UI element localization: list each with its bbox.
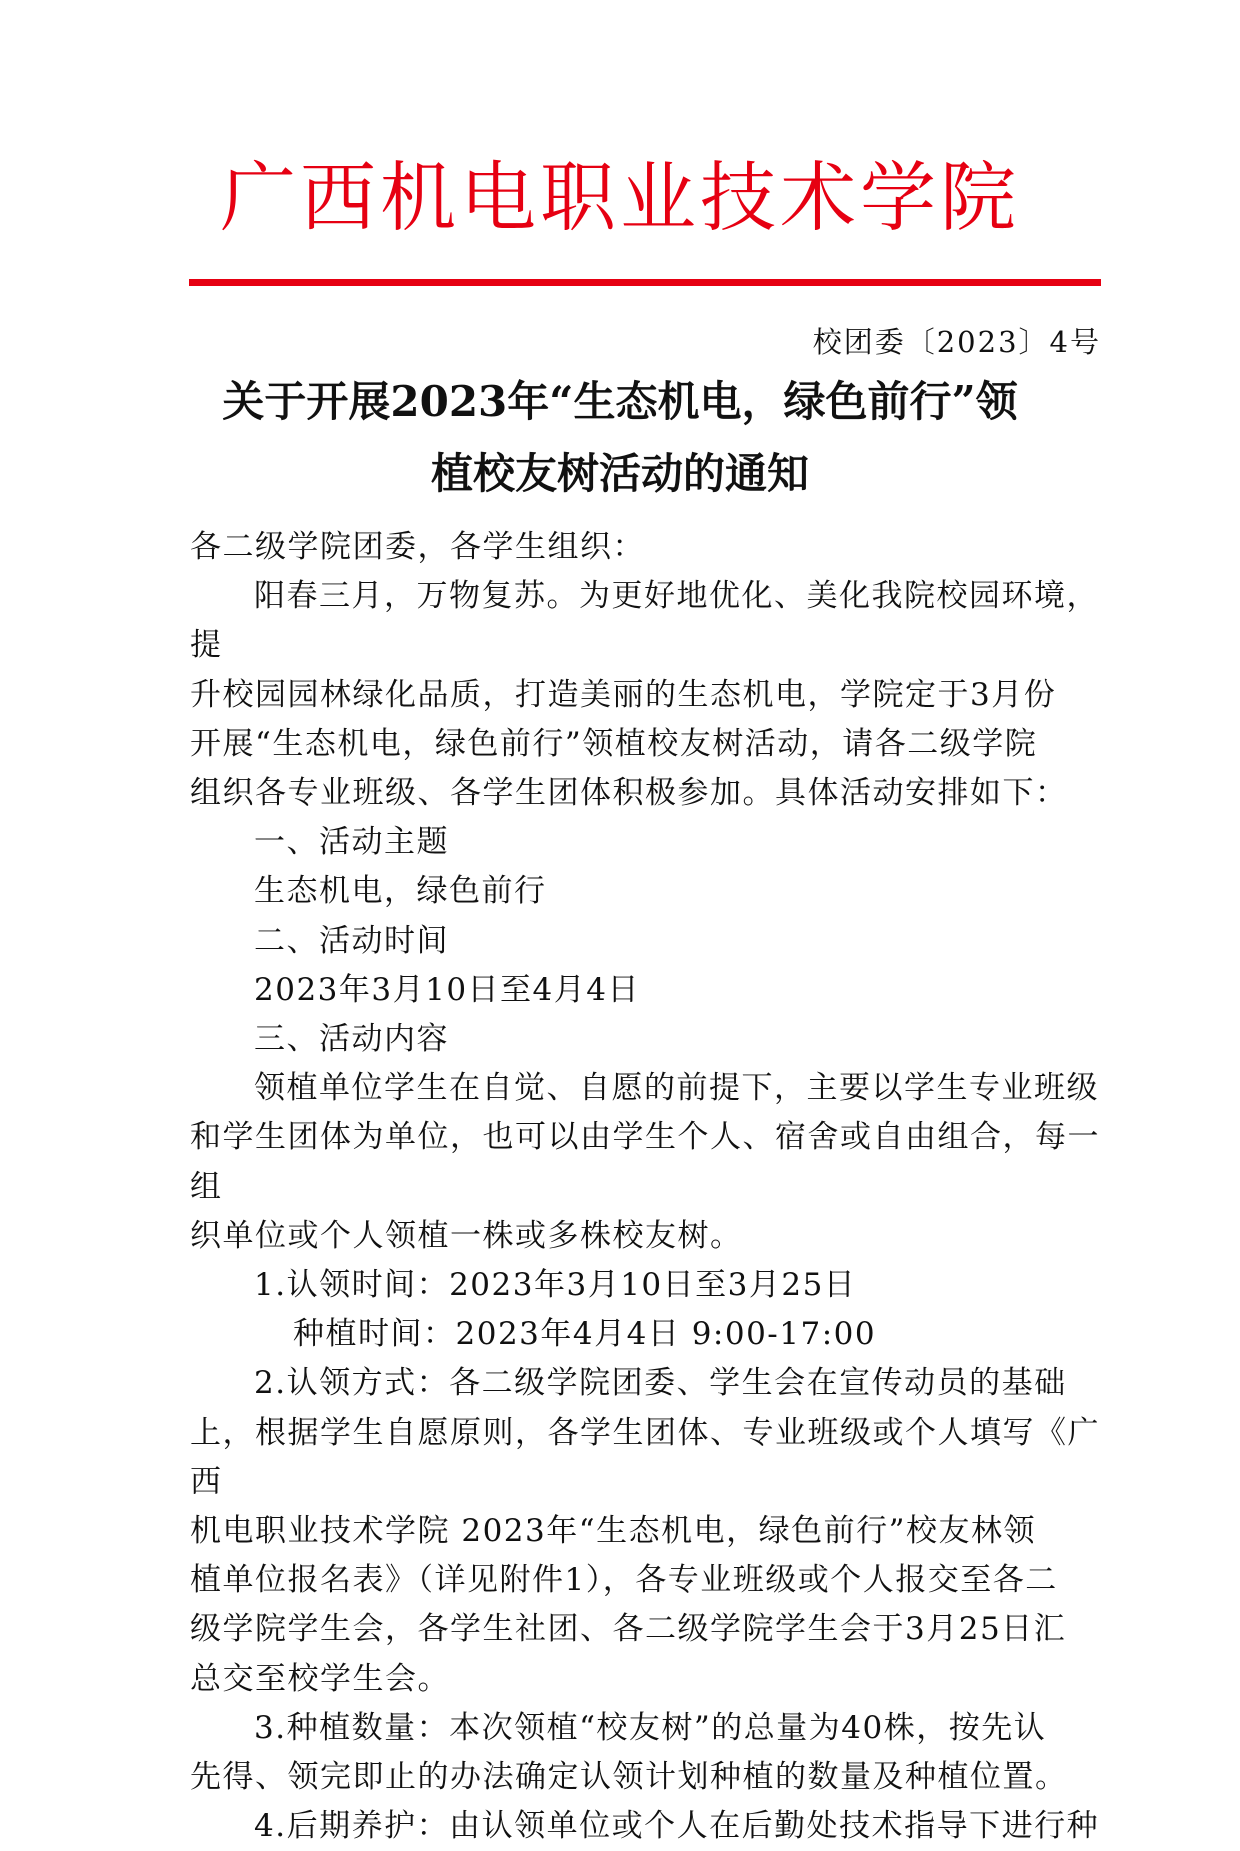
- item-2-line-6: 总交至校学生会。: [190, 1660, 450, 1697]
- item-3-line-1: 3.种植数量：本次领植“校友树”的总量为40株，按先认: [254, 1709, 1047, 1746]
- document-number: 校团委〔2023〕4号: [812, 325, 1101, 359]
- section-2-text: 2023年3月10日至4月4日: [254, 971, 641, 1008]
- salutation: 各二级学院团委，各学生组织：: [190, 529, 645, 565]
- item-2-line-5: 级学院学生会，各学生社团、各二级学院学生会于3月25日汇: [190, 1611, 1067, 1648]
- intro-line-1: 阳春三月，万物复苏。为更好地优化、美化我院校园环境，提: [190, 578, 1099, 664]
- title-line-2: 植校友树活动的通知: [430, 449, 809, 498]
- intro-line-4: 组织各专业班级、各学生团体积极参加。具体活动安排如下：: [190, 775, 1068, 812]
- item-4-line-1: 4.后期养护：由认领单位或个人在后勤处技术指导下进行种: [254, 1808, 1100, 1845]
- item-1-line-2: 种植时间：2023年4月4日 9:00-17:00: [293, 1316, 877, 1353]
- section-2-heading: 二、活动时间: [254, 922, 449, 959]
- institution-masthead: 广西机电职业技术学院: [220, 153, 1020, 242]
- section-3-line-2: 和学生团体为单位，也可以由学生个人、宿舍或自由组合，每一组: [190, 1119, 1100, 1205]
- section-3-heading: 三、活动内容: [254, 1021, 449, 1058]
- item-2-line-3: 机电职业技术学院 2023年“生态机电，绿色前行”校友林领: [190, 1513, 1036, 1550]
- document-body: [190, 523, 1100, 1851]
- section-1-heading: 一、活动主题: [254, 824, 449, 861]
- intro-line-3: 开展“生态机电，绿色前行”领植校友树活动，请各二级学院: [190, 725, 1038, 762]
- title-line-1: 关于开展2023年“生态机电，绿色前行”领: [222, 377, 1018, 426]
- item-2-line-1: 2.认领方式：各二级学院团委、学生会在宣传动员的基础: [254, 1365, 1067, 1402]
- intro-line-2: 升校园园林绿化品质，打造美丽的生态机电，学院定于3月份: [190, 676, 1057, 713]
- item-3-line-2: 先得、领完即止的办法确定认领计划种植的数量及种植位置。: [190, 1759, 1068, 1796]
- section-3-line-3: 织单位或个人领植一株或多株校友树。: [190, 1217, 743, 1254]
- item-2-line-4: 植单位报名表》（详见附件1），各专业班级或个人报交至各二: [190, 1562, 1058, 1599]
- item-2-line-2: 上，根据学生自愿原则，各学生团体、专业班级或个人填写《广西: [190, 1414, 1100, 1500]
- red-header-rule: [189, 279, 1101, 286]
- document-title: [160, 366, 1080, 510]
- item-1-line-1: 1.认领时间：2023年3月10日至3月25日: [254, 1267, 857, 1304]
- section-1-text: 生态机电，绿色前行: [254, 873, 547, 910]
- section-3-line-1: 领植单位学生在自觉、自愿的前提下，主要以学生专业班级: [254, 1070, 1099, 1107]
